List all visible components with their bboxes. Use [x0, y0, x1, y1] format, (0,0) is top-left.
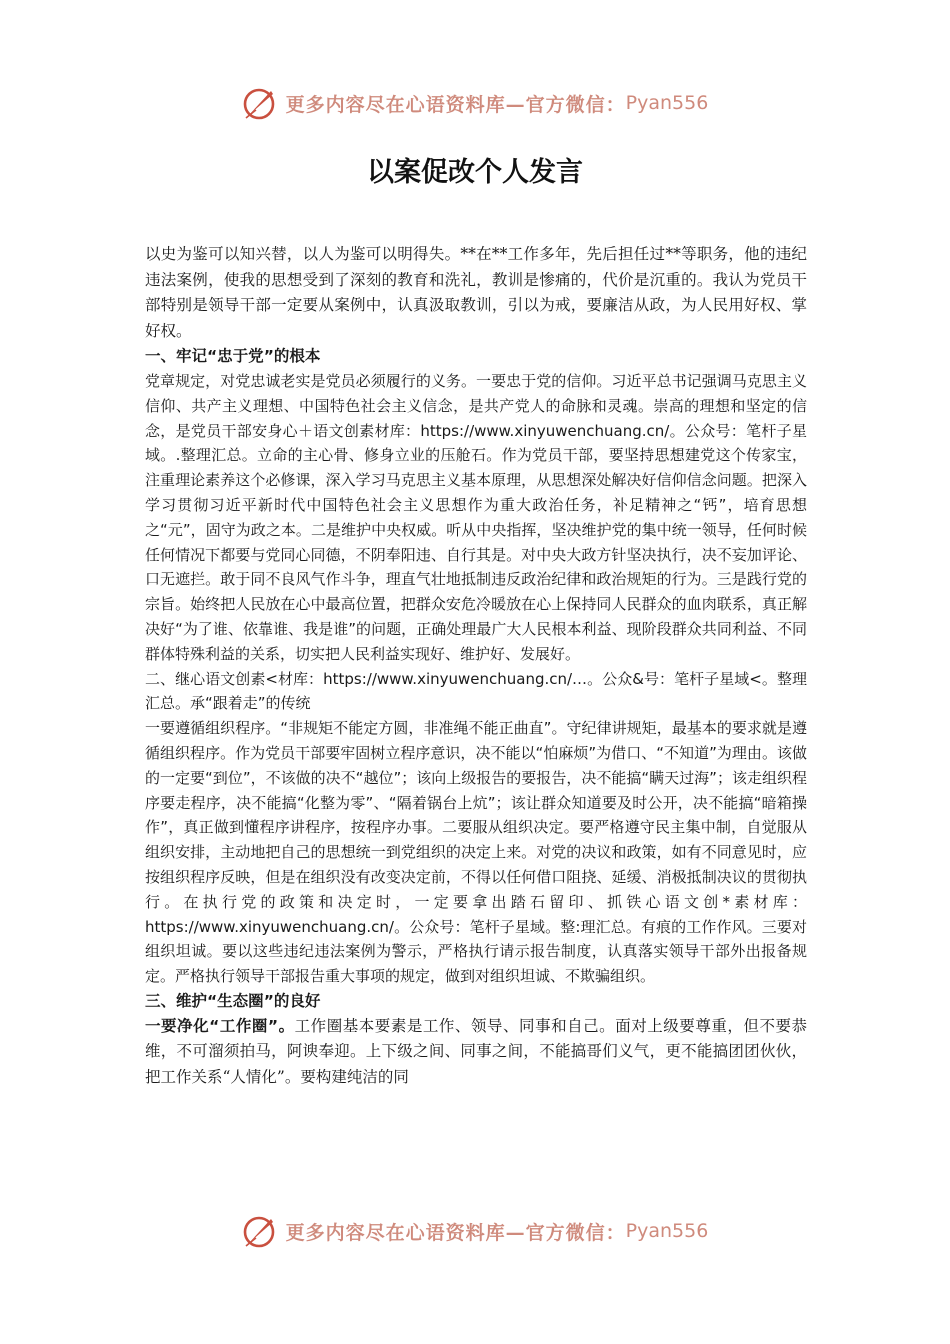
- watermark-text: 更多内容尽在心语资料库—官方微信：: [285, 1221, 626, 1244]
- watermark-banner-bottom: [0, 1208, 950, 1254]
- section-paragraph-3: [145, 1014, 807, 1091]
- section-heading-1: 一、牢记“忠于党”的根本: [145, 347, 321, 365]
- document-body: [145, 242, 807, 1197]
- watermark-contact: Pyan556: [625, 92, 709, 114]
- quill-pen-logo-icon: [242, 85, 278, 121]
- quill-pen-logo-icon: [242, 1213, 278, 1249]
- document-title: 以案促改个人发言: [367, 157, 583, 188]
- watermark-text: 更多内容尽在心语资料库—官方微信：: [285, 93, 626, 116]
- intro-paragraph: 以史为鉴可以知兴替，以人为鉴可以明得失。**在**工作多年，先后担任过**等职务，他的违纪违法案例，使我的思想受到了深刻的教育和洗礼，教训是惨痛的，代价是沉重的。我认为党员干部特别是领导干部一定要从案例中，认真汲取教训，引以为戒，要廉洁从政，为人民用好权、掌好权。: [145, 245, 807, 340]
- section-body-2: 一要遵循组织程序。“非规矩不能定方圆，非准绳不能正曲直”。守纪律讲规矩，最基本的要求就是遵循组织程序。作为党员干部要牢固树立程序意识，决不能以“怕麻烦”为借口、“不知道”为理由。该做的一定要“到位”，不该做的决不“越位”；该向上级报告的要报告，决不能搞“瞒天过海”；该走组织程序要走程序，决不能搞“化整为零”、“隔着锅台上炕”；该让群众知道要及时公开，决不能搞“暗箱操作”，真正做到懂程序讲程序，按程序办事。二要服从组织决定。要严格遵守民主集中制，自觉服从组织安排，主动地把自己的思想统一到党组织的决定上来。对党的决议和政策，如有不同意见时，应按组织程序反映，但是在组织没有改变决定前，不得以任何借口阻挠、延缓、消极抵制决议的贯彻执行。在执行党的政策和决定时，一定要拿出踏石留印、抓铁心语文创*素材库：https://www.xinyuwenchuang.cn/。公众号：笔杆子星域。整:理汇总。有痕的工作作风。三要对组织坦诚。要以这些违纪违法案例为警示，严格执行请示报告制度，认真落实领导干部外出报备规定。严格执行领导干部报告重大事项的规定，做到对组织坦诚、不欺骗组织。: [145, 719, 807, 986]
- section-body-3: 工作圈基本要素是工作、领导、同事和自己。面对上级要尊重，但不要恭维，不可溜须拍马，阿谀奉迎。上下级之间、同事之间，不能搞哥们义气，更不能搞团团伙伙，把工作关系“人情化”。要构建纯洁的同: [145, 1016, 807, 1086]
- section-heading-2: 二、继心语文创素<材库：https://www.xinyuwenchuang.cn/…。公众&号：笔杆子星域<。整理汇总。承“跟着走”的传统: [145, 669, 807, 713]
- section-heading-3: 三、维护“生态圈”的良好: [145, 991, 321, 1010]
- watermark-banner-top: [0, 80, 950, 126]
- section-subheading-3: 一要净化“工作圈”。: [145, 1016, 295, 1035]
- watermark-contact: Pyan556: [625, 1220, 709, 1242]
- section-body-1: 党章规定，对党忠诚老实是党员必须履行的义务。一要忠于党的信仰。习近平总书记强调马克思主义信仰、共产主义理想、中国特色社会主义信念，是共产党人的命脉和灵魂。崇高的理想和坚定的信念，是党员干部安身心＋语文创素材库：https://www.xinyuwenchuang.cn/。公众号：笔杆子星域。.整理汇总。立命的主心骨、修身立业的压舱石。作为党员干部，要坚持思想建党这个传家宝，注重理论素养这个必修课，深入学习马克思主义基本原理，从思想深处解决好信仰信念问题。把深入学习贯彻习近平新时代中国特色社会主义思想作为重大政治任务，补足精神之“钙”，培育思想之“元”，固守为政之本。二是维护中央权威。听从中央指挥，坚决维护党的集中统一领导，任何时候任何情况下都要与党同心同德，不阴奉阳违、自行其是。对中央大政方针坚决执行，决不妄加评论、口无遮拦。敢于同不良风气作斗争，理直气壮地抵制违反政治纪律和政治规矩的行为。三是践行党的宗旨。始终把人民放在心中最高位置，把群众安危冷暖放在心上保持同人民群众的血肉联系，真正解决好“为了谁、依靠谁、我是谁”的问题，正确处理最广大人民根本利益、现阶段群众共同利益、不同群体特殊利益的关系，切实把人民利益实现好、维护好、发展好。: [145, 372, 807, 663]
